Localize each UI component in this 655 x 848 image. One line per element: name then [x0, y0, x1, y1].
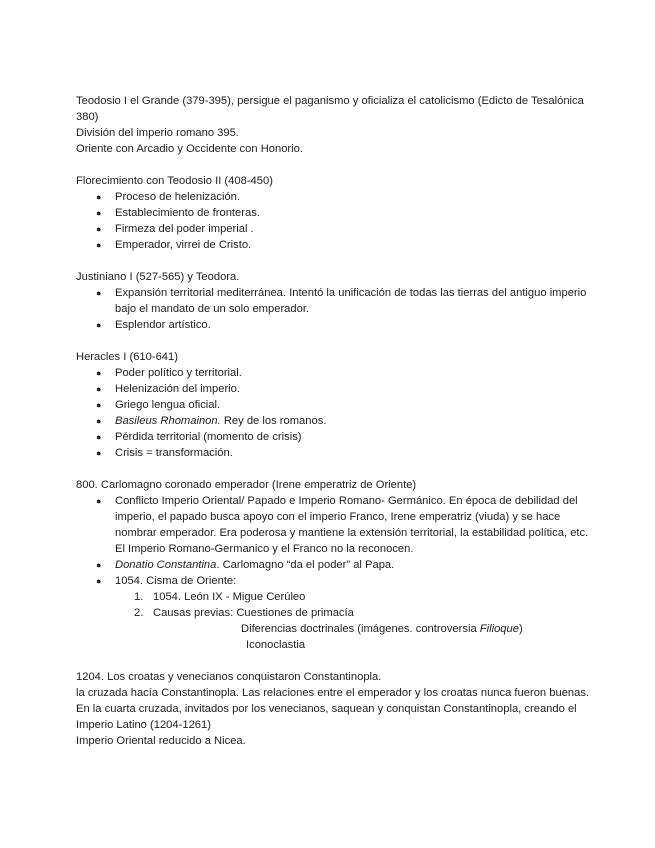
section-heading-carlomagno: 800. Carlomagno coronado emperador (Irene emperatriz de Oriente): [76, 479, 417, 491]
teodosio-i-line: Teodosio I el Grande (379-395), persigue el paganismo y oficializa el catolicismo (Edicto de Tesalónica 380): [76, 95, 584, 123]
spacer: [76, 253, 596, 269]
bullet-icon: ●: [96, 320, 102, 330]
bullet-icon: ●: [96, 192, 102, 202]
list-item: ● Poder político y territorial.: [96, 367, 242, 379]
bullet-icon: ●: [96, 368, 102, 378]
list-item: ● Firmeza del poder imperial .: [96, 223, 254, 235]
bullet-icon: ●: [96, 448, 102, 458]
sub-list-item: 1. 1054. León IX - Migue Cerúleo: [134, 591, 306, 603]
section-heading-teodosio-ii: Florecimiento con Teodosio II (408-450): [76, 175, 273, 187]
section-heading-heraclio: Heracles I (610-641): [76, 351, 178, 363]
carlomagno-list: [76, 493, 596, 589]
cisma-sublist: [76, 589, 596, 621]
section-heading-justiniano: Justiniano I (527-565) y Teodora.: [76, 271, 240, 283]
justiniano-list: [76, 285, 596, 333]
cruzada-paragraph: la cruzada hacía Constantinopla. Las relaciones entre el emperador y los croatas nunca fueron buenas. En la cuarta cruzada, invitados por los venecianos, saquean y conquistan Constantinopla, creando el Imperio Latino (1204-1261): [76, 687, 590, 731]
list-item: ● Establecimiento de fronteras.: [96, 207, 260, 219]
bullet-icon: ●: [96, 400, 102, 410]
list-item: ● Griego lengua oficial.: [96, 399, 221, 411]
bullet-icon: ●: [96, 240, 102, 250]
list-item: ● Donatio Constantina. Carlomagno “da el poder” al Papa.: [96, 559, 395, 571]
list-item: ● 1054. Cisma de Oriente:: [96, 575, 237, 587]
list-item: ● Conflicto Imperio Oriental/ Papado e Imperio Romano- Germánico. En época de debilidad del imperio, el papado busca apoyo con el imperio Franco, Irene emperatriz (viuda) y se hace nombrar emperador. Era poderosa y mantiene la extensión territorial, la estabilidad política, etc. El Imperio Romano-Germanico y el Franco no la reconocen.: [96, 495, 589, 555]
list-item: ● Expansión territorial mediterránea. Intentó la unificación de todas las tierras del antiguo imperio bajo el mandato de un solo emperador.: [96, 287, 587, 315]
list-item: ● Pérdida territorial (momento de crisis): [96, 431, 302, 443]
spacer: [76, 653, 596, 669]
filioque-italic: Filioque: [479, 623, 519, 635]
document-page: [76, 93, 596, 749]
heraclio-list: [76, 365, 596, 461]
bullet-icon: ●: [96, 416, 102, 426]
nicea-line: Imperio Oriental reducido a Nicea.: [76, 735, 246, 747]
bullet-icon: ●: [96, 384, 102, 394]
spacer: [76, 157, 596, 173]
list-item: ● Esplendor artístico.: [96, 319, 211, 331]
causas-continuation-line: Diferencias doctrinales (imágenes. controversia Filioque): [241, 623, 523, 635]
list-number: 2.: [134, 607, 144, 619]
bullet-icon: ●: [96, 496, 102, 506]
cruzada-heading: 1204. Los croatas y venecianos conquistaron Constantinopla.: [76, 671, 382, 683]
division-line: División del imperio romano 395.: [76, 127, 239, 139]
bullet-icon: ●: [96, 208, 102, 218]
list-number: 1.: [134, 591, 144, 603]
sub-list-item: 2. Causas previas: Cuestiones de primacía: [134, 607, 354, 619]
spacer: [76, 461, 596, 477]
bullet-icon: ●: [96, 432, 102, 442]
spacer: [76, 333, 596, 349]
oriente-occidente-line: Oriente con Arcadio y Occidente con Honorio.: [76, 143, 303, 155]
donatio-italic: Donatio Constantina: [115, 559, 217, 571]
list-item: ● Crisis = transformación.: [96, 447, 233, 459]
bullet-icon: ●: [96, 576, 102, 586]
bullet-icon: ●: [96, 288, 102, 298]
basileus-italic: Basileus Rhomainon.: [115, 415, 221, 427]
list-item: ● Helenización del imperio.: [96, 383, 240, 395]
list-item: ● Emperador, virrei de Cristo.: [96, 239, 252, 251]
list-item: ● Proceso de helenización.: [96, 191, 241, 203]
iconoclastia-line: Iconoclastia: [246, 639, 306, 651]
bullet-icon: ●: [96, 224, 102, 234]
teodosio-ii-list: [76, 189, 596, 253]
list-item: ● Basileus Rhomainon. Rey de los romanos.: [96, 415, 327, 427]
bullet-icon: ●: [96, 560, 102, 570]
